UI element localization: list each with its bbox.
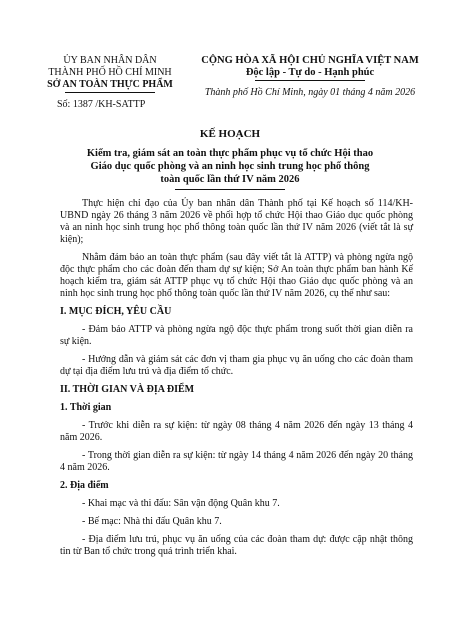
title-line-2: Giáo dục quốc phòng và an ninh học sinh trung học phổ thông bbox=[90, 161, 370, 172]
document-kind: KẾ HOẠCH bbox=[199, 128, 261, 140]
issuing-agency-block bbox=[40, 55, 180, 111]
agency-underline bbox=[65, 92, 155, 93]
national-title: CỘNG HÒA XÃ HỘI CHỦ NGHĨA VIỆT NAM bbox=[201, 55, 419, 66]
list-item: - Trong thời gian diễn ra sự kiện: từ ngày 14 tháng 4 năm 2026 đến ngày 20 tháng 4 năm 2026. bbox=[60, 450, 413, 473]
title-line-1: Kiểm tra, giám sát an toàn thực phẩm phục vụ tổ chức Hội thao bbox=[86, 148, 374, 159]
title-underline bbox=[175, 189, 285, 190]
list-item: - Đảm bảo ATTP và phòng ngừa ngộ độc thực phẩm trong suốt thời gian diễn ra sự kiện. bbox=[60, 324, 413, 347]
document-number: Số: 1387 /KH-SATTP bbox=[57, 99, 146, 110]
section-heading-2: II. THỜI GIAN VÀ ĐỊA ĐIỂM bbox=[60, 384, 195, 395]
national-motto: Độc lập - Tự do - Hạnh phúc bbox=[245, 67, 375, 78]
list-item: - Hướng dẫn và giám sát các đơn vị tham gia phục vụ ăn uống cho các đoàn tham dự tại địa điểm lưu trú và địa điểm tổ chức. bbox=[60, 354, 413, 377]
motto-underline bbox=[255, 80, 365, 81]
list-item: - Bế mạc: Nhà thi đấu Quân khu 7. bbox=[82, 516, 222, 527]
list-item: - Địa điểm lưu trú, phục vụ ăn uống của các đoàn tham dự: được cập nhật thông tin từ Ban tổ chức trong quá trình triển khai. bbox=[60, 534, 413, 557]
subsection-heading-location: 2. Địa điểm bbox=[60, 480, 109, 491]
list-item: - Khai mạc và thi đấu: Sân vận động Quân khu 7. bbox=[82, 498, 280, 509]
place-and-date: Thành phố Hồ Chí Minh, ngày 01 tháng 4 năm 2026 bbox=[204, 87, 416, 98]
paragraph-purpose: Nhằm đảm bảo an toàn thực phẩm (sau đây viết tắt là ATTP) và phòng ngừa ngộ độc thực phẩm cho các đoàn đến tham dự sự kiện; Sở An toàn thực phẩm ban hành Kế hoạch kiểm tra, giám sát ATTP phục vụ tổ chức Hội thao Giáo dục quốc phòng và an ninh học sinh trung học phổ thông toàn quốc lần thứ IV năm 2026, cụ thể như sau: bbox=[60, 252, 413, 299]
agency-line-3: SỞ AN TOÀN THỰC PHẨM bbox=[47, 79, 173, 90]
agency-line-2: THÀNH PHỐ HỒ CHÍ MINH bbox=[48, 67, 172, 78]
paragraph-basis: Thực hiện chỉ đạo của Ủy ban nhân dân Thành phố tại Kế hoạch số 114/KH-UBND ngày 26 tháng 3 năm 2026 về phối hợp tổ chức Hội thao Giáo dục quốc phòng và an ninh học sinh trung học phổ thông toàn quốc lần thứ IV năm 2026 (viết tắt là sự kiện); bbox=[60, 198, 413, 245]
document-title-block bbox=[40, 128, 420, 190]
subsection-heading-time: 1. Thời gian bbox=[60, 402, 112, 413]
list-item: - Trước khi diễn ra sự kiện: từ ngày 08 tháng 4 năm 2026 đến ngày 13 tháng 4 năm 2026. bbox=[60, 420, 413, 443]
national-heading-block bbox=[195, 55, 425, 99]
title-line-3: toàn quốc lần thứ IV năm 2026 bbox=[160, 174, 300, 185]
document-body bbox=[60, 198, 413, 564]
agency-line-1: ỦY BAN NHÂN DÂN bbox=[63, 55, 157, 66]
section-heading-1: I. MỤC ĐÍCH, YÊU CẦU bbox=[60, 306, 172, 317]
